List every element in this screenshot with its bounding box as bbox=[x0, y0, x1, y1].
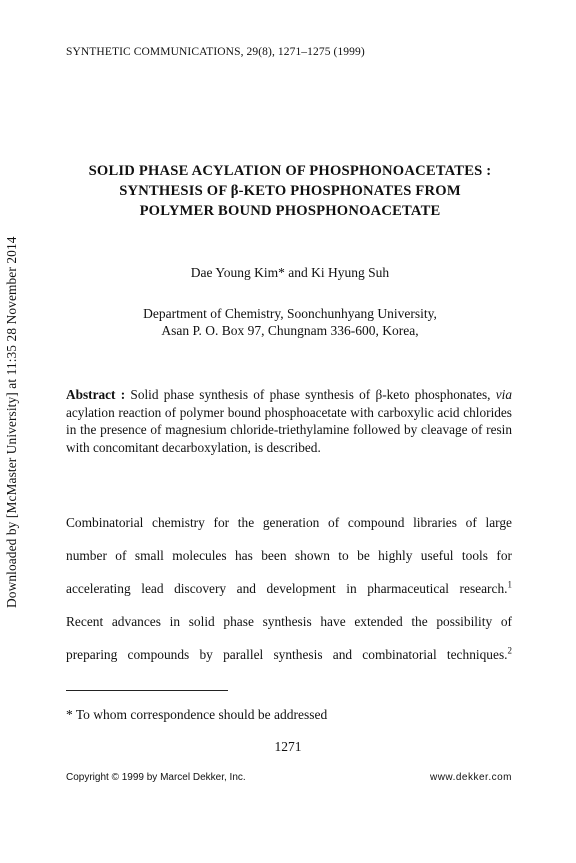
body-line-5: preparing compounds by parallel synthesis and combinatorial techniques.$^2$ bbox=[66, 645, 512, 662]
running-head: SYNTHETIC COMMUNICATIONS, 29(8), 1271–1275 (1999) bbox=[66, 46, 365, 58]
authors: Dae Young Kim* and Ki Hyung Suh bbox=[190, 265, 390, 280]
abstract bbox=[66, 386, 512, 456]
reference-superscript-2: 2 bbox=[507, 645, 512, 656]
abstract-text-post: acylation reaction of polymer bound phosphoacetate with carboxylic acid chlorides in the presence of magnesium chloride-triethylamine followed by cleavage of resin with concomitant decarboxylation, is described. bbox=[66, 404, 512, 455]
footnote-rule bbox=[66, 690, 228, 691]
reference-superscript-1: 1 bbox=[507, 579, 512, 590]
abstract-label: Abstract : bbox=[66, 387, 126, 402]
download-stamp: Downloaded by [McMaster University] at 11:35 28 November 2014 bbox=[4, 236, 19, 608]
abstract-text-pre: Solid phase synthesis of phase synthesis of β-keto phosphonates, bbox=[125, 387, 496, 402]
abstract-text-italic: via bbox=[495, 387, 513, 402]
affiliation-line-2: Asan P. O. Box 97, Chungnam 336-600, Korea, bbox=[161, 323, 419, 338]
title-line-1: SOLID PHASE ACYLATION OF PHOSPHONOACETATES : bbox=[88, 163, 492, 179]
page-number: 1271 bbox=[274, 739, 302, 754]
body-line-2: number of small molecules has been shown to be highly useful tools for bbox=[66, 548, 512, 563]
affiliation-line-1: Department of Chemistry, Soonchunhyang University, bbox=[143, 306, 437, 321]
body-line-1: Combinatorial chemistry for the generation of compound libraries of large bbox=[66, 515, 512, 530]
footnote: * To whom correspondence should be addressed bbox=[66, 707, 328, 722]
publisher-website: www.dekker.com bbox=[429, 772, 512, 783]
title-line-3: POLYMER BOUND PHOSPHONOACETATE bbox=[139, 203, 441, 219]
body-line-4: Recent advances in solid phase synthesis have extended the possibility of bbox=[66, 614, 512, 629]
title-line-2: SYNTHESIS OF β-KETO PHOSPHONATES FROM bbox=[119, 183, 461, 199]
copyright: Copyright © 1999 by Marcel Dekker, Inc. bbox=[66, 772, 246, 783]
body-line-3: accelerating lead discovery and development in pharmaceutical research.$^1$ bbox=[66, 579, 512, 596]
